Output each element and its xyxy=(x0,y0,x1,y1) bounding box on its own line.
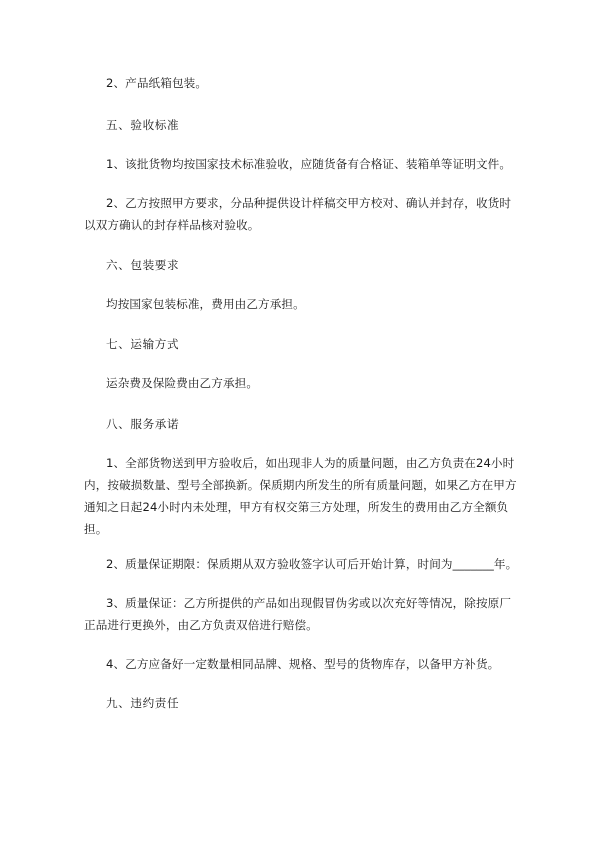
packaging-clause: 均按国家包装标准，费用由乙方承担。 xyxy=(106,297,305,311)
section-heading-acceptance: 五、验收标准 xyxy=(106,118,180,132)
item-packaging-carton: 2、产品纸箱包装。 xyxy=(106,76,208,90)
section-heading-packaging: 六、包装要求 xyxy=(106,258,180,272)
service-clause-3: 3、质量保证：乙方所提供的产品如出现假冒伪劣或以次充好等情况，除按原厂正品进行更换外，由乙方负责双倍进行赔偿。 xyxy=(84,596,512,632)
section-heading-liability: 九、违约责任 xyxy=(106,696,180,710)
section-heading-service: 八、服务承诺 xyxy=(106,417,180,431)
service-clause-2: 2、质量保证期限：保质期从双方验收签字认可后开始计算，时间为_______年。 xyxy=(106,557,518,571)
acceptance-clause-2: 2、乙方按照甲方要求，分品种提供设计样稿交甲方校对、确认并封存，收货时以双方确认的封存样品核对验收。 xyxy=(84,196,512,232)
service-clause-4: 4、乙方应备好一定数量相同品牌、规格、型号的货物库存，以备甲方补货。 xyxy=(106,657,500,671)
transport-clause: 运杂费及保险费由乙方承担。 xyxy=(106,376,259,390)
service-clause-1: 1、全部货物送到甲方验收后，如出现非人为的质量问题，由乙方负责在24小时内，按破损数量、型号全部换新。保质期内所发生的所有质量问题，如果乙方在甲方通知之日起24小时内未处理，甲方有权交第三方处理，所发生的费用由乙方全额负担。 xyxy=(84,456,517,536)
acceptance-clause-1: 1、该批货物均按国家技术标准验收，应随货备有合格证、装箱单等证明文件。 xyxy=(106,157,512,171)
section-heading-transport: 七、运输方式 xyxy=(106,337,180,351)
